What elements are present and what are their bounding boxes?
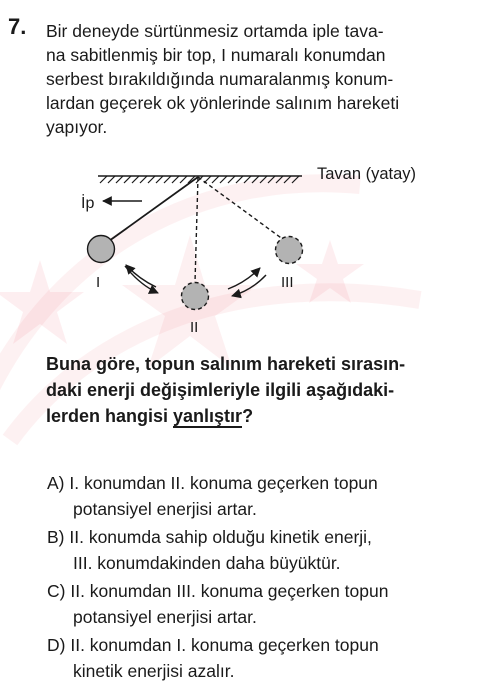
question-prompt	[46, 351, 466, 429]
stem-line: serbest bırakıldığında numaralanmış konum-	[46, 69, 394, 89]
stem-line: na sabitlenmiş bir top, I numaralı konumdan	[46, 45, 386, 65]
position-label-ii: II	[190, 319, 199, 336]
prompt-line: daki enerji değişimleriyle ilgili aşağıdaki-	[46, 380, 395, 400]
motion-arrow-icon	[126, 265, 156, 287]
option-text: potansiyel enerjisi artar.	[73, 607, 257, 627]
option-text: II. konumda sahip olduğu kinetik enerji,	[69, 527, 372, 547]
option-text: kinetik enerjisi azalır.	[73, 661, 235, 681]
position-label-i: I	[96, 274, 101, 291]
stem-line: lardan geçerek ok yönlerinde salınım hareketi	[46, 93, 400, 113]
rope-position-iii	[198, 177, 284, 240]
option-text: III. konumdakinden daha büyüktür.	[73, 553, 341, 573]
option-text: II. konumdan I. konuma geçerken topun	[70, 635, 379, 655]
prompt-emphasis: yanlıştır	[173, 406, 243, 426]
option-text: II. konumdan III. konuma geçerken topun	[70, 581, 389, 601]
motion-arrow-icon	[125, 266, 158, 293]
question-number: 7.	[8, 14, 27, 39]
ceiling-label: Tavan (yatay)	[317, 165, 417, 183]
prompt-line	[46, 403, 466, 429]
option-letter: A)	[47, 473, 65, 493]
prompt-suffix: ?	[242, 406, 254, 426]
answer-options	[47, 470, 467, 686]
rope-label: İp	[81, 195, 95, 212]
rope-position-i	[109, 177, 198, 241]
ball-position-i	[88, 236, 115, 263]
prompt-text: lerden hangisi	[46, 406, 174, 426]
rope-position-ii	[195, 177, 198, 282]
motion-arrow-icon	[228, 268, 260, 289]
option-text: I. konumdan II. konuma geçerken topun	[69, 473, 378, 493]
prompt-line: Buna göre, topun salınım hareketi sırasın-	[46, 354, 406, 374]
stem-line: Bir deneyde sürtünmesiz ortamda iple tava-	[46, 21, 384, 41]
option-c[interactable]	[47, 578, 467, 630]
option-a[interactable]	[47, 470, 467, 522]
option-text: potansiyel enerjisi artar.	[73, 499, 257, 519]
ball-position-ii	[182, 283, 209, 310]
option-letter: D)	[47, 635, 66, 655]
option-letter: B)	[47, 527, 65, 547]
option-letter: C)	[47, 581, 66, 601]
ceiling	[98, 176, 302, 183]
stem-line: yapıyor.	[46, 117, 108, 137]
ball-position-iii	[276, 237, 303, 264]
position-label-iii: III	[281, 274, 294, 291]
option-b[interactable]	[47, 524, 467, 576]
option-d[interactable]	[47, 632, 467, 684]
